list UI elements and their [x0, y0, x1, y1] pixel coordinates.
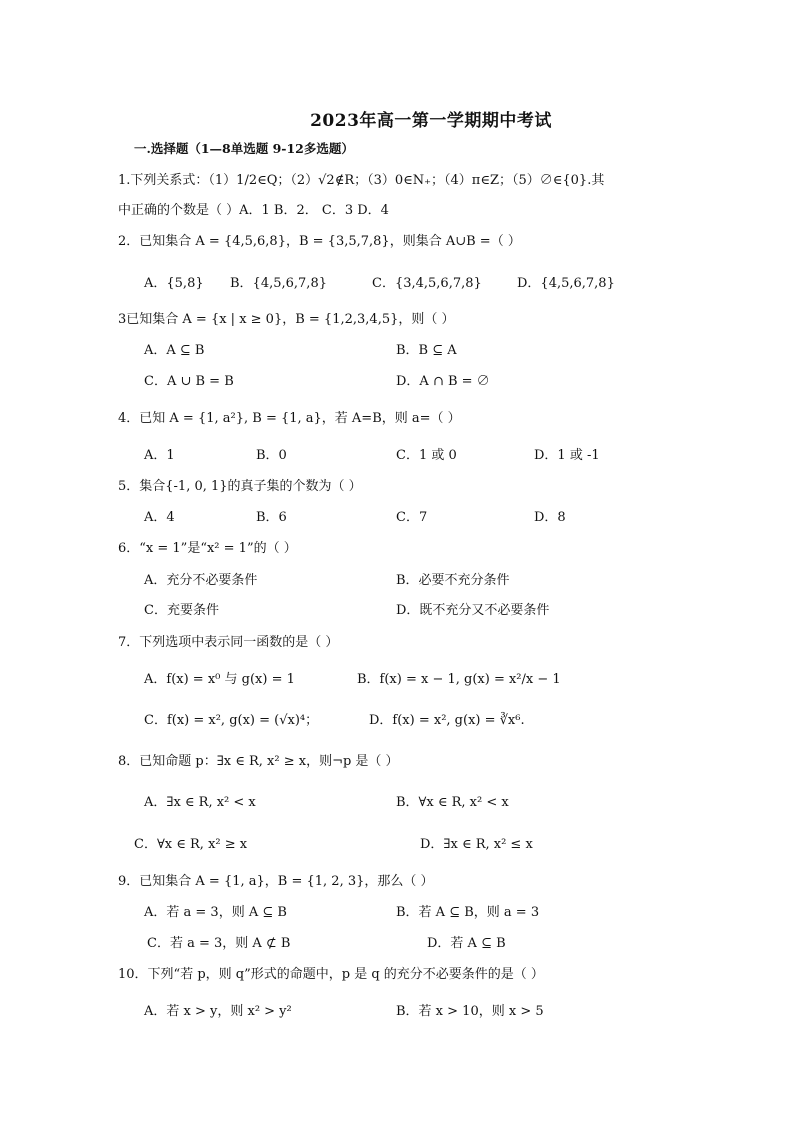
q1-stem: 1.下列关系式：（1）1/2∈Q；（2）√2∉R；（3）0∈N₊；（4）π∈Z；（5）∅∈{0}.其 [118, 173, 605, 188]
q5-option-d: D．8 [534, 510, 566, 525]
q7-option-d: D．f(x) = x², g(x) = ∛x⁶. [369, 713, 525, 728]
q3-option-b: B．B ⊆ A [396, 343, 457, 358]
q8-option-b: B．∀x ∈ R, x² < x [396, 795, 509, 810]
section-heading: 一.选择题（1—8单选题 9-12多选题） [134, 141, 354, 156]
q2-option-c: C．{3,4,5,6,7,8} [372, 276, 482, 291]
q6-option-d: D．既不充分又不必要条件 [396, 603, 550, 618]
q9-option-d: D．若 A ⊆ B [427, 936, 506, 951]
q4-option-d: D．1 或 -1 [534, 448, 600, 463]
q8-option-a: A．∃x ∈ R, x² < x [144, 795, 256, 810]
q6-stem: 6．“x = 1”是“x² = 1”的（ ） [118, 541, 297, 556]
q2-option-a: A．{5,8} [144, 276, 204, 291]
q8-option-c: C．∀x ∈ R, x² ≥ x [134, 837, 248, 852]
q3-option-a: A．A ⊆ B [144, 343, 205, 358]
q8-option-d: D．∃x ∈ R, x² ≤ x [420, 837, 533, 852]
q5-option-a: A．4 [144, 510, 175, 525]
q2-option-b: B．{4,5,6,7,8} [230, 276, 327, 291]
q10-stem: 10．下列“若 p，则 q”形式的命题中，p 是 q 的充分不必要条件的是（ ） [118, 967, 544, 982]
q7-stem: 7．下列选项中表示同一函数的是（ ） [118, 635, 339, 650]
q6-option-c: C．充要条件 [144, 603, 219, 618]
q10-option-a: A．若 x > y，则 x² > y² [144, 1004, 292, 1019]
q2-stem: 2．已知集合 A = {4,5,6,8}，B = {3,5,7,8}，则集合 A∪B =（ ） [118, 234, 521, 249]
q9-option-b: B．若 A ⊆ B，则 a = 3 [396, 905, 540, 920]
q1-stem-cont: 中正确的个数是（ ）A．1 B．2． C．3 D．4 [118, 203, 389, 218]
q4-option-b: B．0 [256, 448, 287, 463]
q3-option-d: D．A ∩ B = ∅ [396, 374, 490, 389]
q4-option-a: A．1 [144, 448, 175, 463]
q5-option-b: B．6 [256, 510, 287, 525]
q8-stem: 8．已知命题 p：∃x ∈ R, x² ≥ x，则¬p 是（ ） [118, 754, 399, 769]
q3-option-c: C．A ∪ B = B [144, 374, 234, 389]
q3-stem: 3已知集合 A = {x | x ≥ 0}，B = {1,2,3,4,5}，则（ ） [118, 312, 455, 327]
q6-option-a: A．充分不必要条件 [144, 573, 258, 588]
q2-option-d: D．{4,5,6,7,8} [517, 276, 615, 291]
q5-option-c: C．7 [396, 510, 428, 525]
q7-option-b: B．f(x) = x − 1, g(x) = x²/x − 1 [357, 672, 561, 687]
q9-option-a: A．若 a = 3，则 A ⊆ B [144, 905, 287, 920]
q6-option-b: B．必要不充分条件 [396, 573, 510, 588]
exam-title: 2023年高一第一学期期中考试 [310, 111, 552, 131]
q4-stem: 4．已知 A = {1, a²}, B = {1, a}，若 A=B，则 a=（ ） [118, 411, 461, 426]
q5-stem: 5．集合{-1, 0, 1}的真子集的个数为（ ） [118, 479, 362, 494]
q9-option-c: C．若 a = 3，则 A ⊄ B [147, 936, 291, 951]
q9-stem: 9．已知集合 A = {1, a}，B = {1, 2, 3}，那么（ ） [118, 874, 434, 889]
q7-option-a: A．f(x) = x⁰ 与 g(x) = 1 [144, 672, 295, 687]
q10-option-b: B．若 x > 10，则 x > 5 [396, 1004, 544, 1019]
q4-option-c: C．1 或 0 [396, 448, 457, 463]
q7-option-c: C．f(x) = x², g(x) = (√x)⁴； [144, 713, 319, 728]
